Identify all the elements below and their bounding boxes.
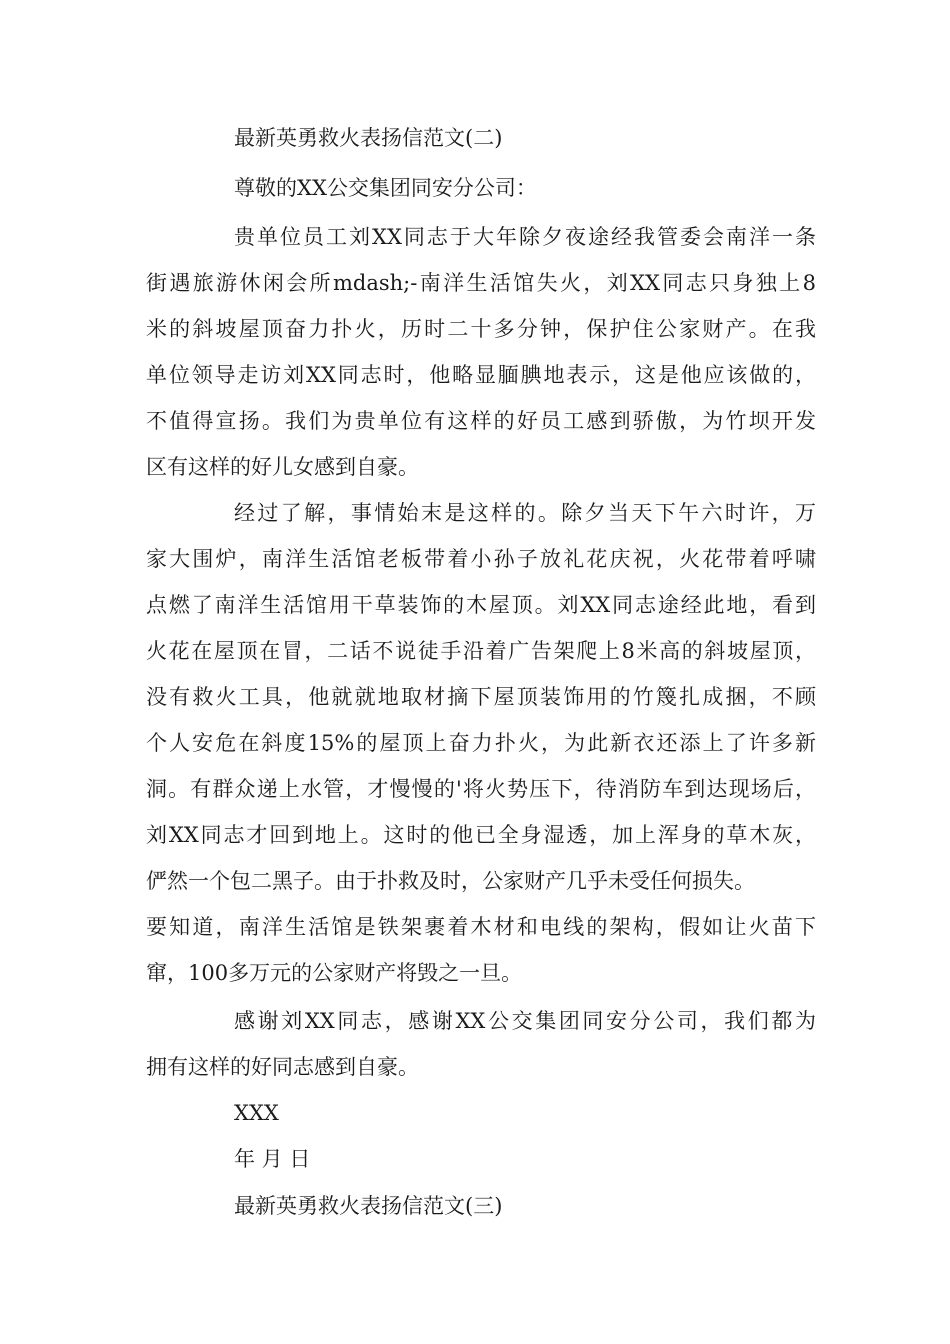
paragraph-line: 要知道，南洋生活馆是铁架裹着木材和电线的架构，假如让火苗下	[146, 915, 816, 939]
salutation: 尊敬的XX公交集团同安分公司：	[234, 176, 537, 200]
section-heading: 最新英勇救火表扬信范文(二)	[234, 126, 503, 150]
paragraph-line: 单位领导走访刘XX同志时，他略显腼腆地表示，这是他应该做的，	[146, 363, 816, 387]
signature: XXX	[234, 1101, 279, 1125]
paragraph-line: 火花在屋顶在冒，二话不说徒手沿着广告架爬上8米高的斜坡屋顶，	[146, 639, 816, 663]
paragraph-line: 米的斜坡屋顶奋力扑火，历时二十多分钟，保护住公家财产。在我	[146, 317, 816, 341]
paragraph-line: 刘XX同志才回到地上。这时的他已全身湿透，加上浑身的草木灰，	[146, 823, 816, 847]
paragraph-line: 点燃了南洋生活馆用干草装饰的木屋顶。刘XX同志途经此地，看到	[146, 593, 816, 617]
paragraph-line: 俨然一个包二黑子。由于扑救及时，公家财产几乎未受任何损失。	[146, 869, 755, 893]
section-heading: 最新英勇救火表扬信范文(三)	[234, 1194, 503, 1218]
paragraph-line: 街遇旅游休闲会所mdash;-南洋生活馆失火，刘XX同志只身独上8	[146, 271, 816, 295]
date-line: 年 月 日	[234, 1147, 311, 1171]
paragraph-line: 个人安危在斜度15%的屋顶上奋力扑火，为此新衣还添上了许多新	[146, 731, 816, 755]
paragraph-line: 家大围炉，南洋生活馆老板带着小孙子放礼花庆祝，火花带着呼啸	[146, 547, 816, 571]
paragraph-line: 拥有这样的好同志感到自豪。	[146, 1055, 419, 1079]
paragraph-line: 不值得宣扬。我们为贵单位有这样的好员工感到骄傲，为竹坝开发	[146, 409, 816, 433]
paragraph-line: 经过了解，事情始末是这样的。除夕当天下午六时许，万	[234, 501, 816, 525]
paragraph-line: 没有救火工具，他就就地取材摘下屋顶装饰用的竹篾扎成捆，不顾	[146, 685, 816, 709]
paragraph-line: 感谢刘XX同志，感谢XX公交集团同安分公司，我们都为	[234, 1009, 816, 1033]
paragraph-line: 洞。有群众递上水管，才慢慢的'将火势压下，待消防车到达现场后，	[146, 777, 816, 801]
paragraph-line: 贵单位员工刘XX同志于大年除夕夜途经我管委会南洋一条	[234, 225, 816, 249]
paragraph-line: 窜，100多万元的公家财产将毁之一旦。	[146, 961, 523, 985]
paragraph-line: 区有这样的好儿女感到自豪。	[146, 455, 419, 479]
